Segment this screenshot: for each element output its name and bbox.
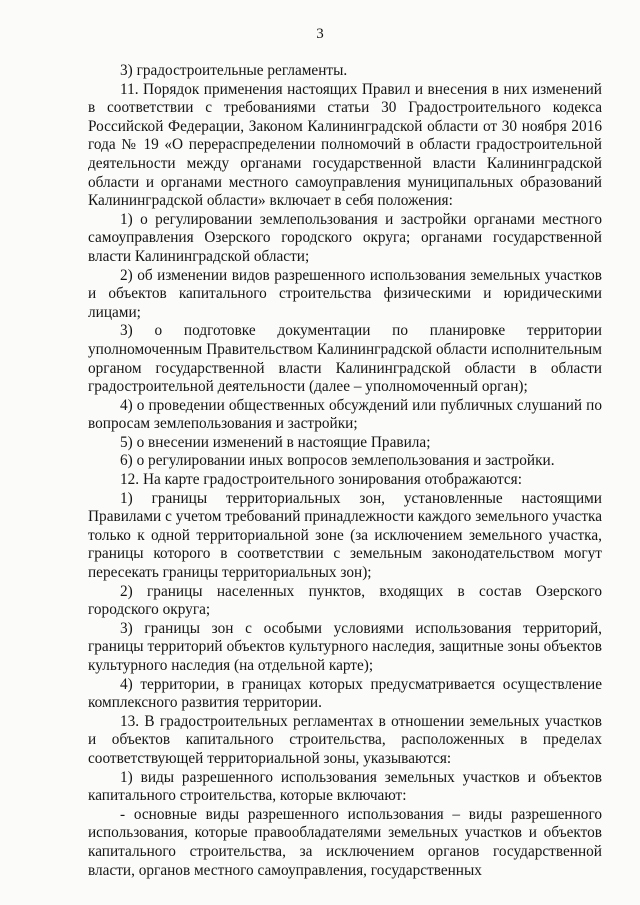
paragraph-14: 13. В градостроительных регламентах в отношении земельных участков и объектов капитального строительства, расположенных в пределах соответствующей территориальной зоны, указываются:	[88, 712, 602, 767]
paragraph-5: 3) о подготовке документации по планировке территории уполномоченным Правительством Калининградской области исполнительным органом государственной власти Калининградской области в области градостроительной деятельности (далее – уполномоченный орган);	[88, 322, 602, 396]
paragraph-9: 12. На карте градостроительного зонирования отображаются:	[120, 471, 522, 489]
paragraph-2: 11. Порядок применения настоящих Правил и внесения в них изменений в соответствии с требованиями статьи 30 Градостроительного кодекса Российской Федерации, Законом Калининградской области от 30 ноября 2016 года № 19 «О перераспределении полномочий в области градостроительной деятельности между органами государственной власти Калининградской области и органами местного самоуправления муниципальных образований Калининградской области» включает в себя положения:	[88, 80, 602, 210]
paragraph-13: 4) территории, в границах которых предусматривается осуществление комплексного развития территории.	[88, 675, 602, 712]
paragraph-10: 1) границы территориальных зон, установленные настоящими Правилами с учетом требований принадлежности каждого земельного участка только к одной территориальной зоне (за исключением земельного участка, границы которого в соответствии с земельным законодательством могут пересекать границы территориальных зон);	[88, 489, 602, 582]
paragraph-12: 3) границы зон с особыми условиями использования территорий, границы территорий объектов культурного наследия, защитные зоны объектов культурного наследия (на отдельной карте);	[88, 619, 602, 674]
paragraph-1: 3) градостроительные регламенты.	[120, 62, 348, 79]
document-body	[88, 62, 602, 880]
paragraph-7: 5) о внесении изменений в настоящие Правила;	[120, 433, 431, 451]
page-number: 3	[316, 26, 324, 42]
paragraph-3: 1) о регулировании землепользования и застройки органами местного самоуправления Озерского городского округа; органами государственной власти Калининградской области;	[88, 210, 602, 265]
paragraph-15: 1) виды разрешенного использования земельных участков и объектов капитального строительства, которые включают:	[88, 768, 602, 805]
paragraph-8: 6) о регулировании иных вопросов землепользования и застройки.	[120, 452, 555, 470]
paragraph-16: - основные виды разрешенного использования – виды разрешенного использования, которые правообладателями земельных участков и объектов капитального строительства, за исключением органов государственной власти, органов местного самоуправления, государственных	[88, 805, 602, 879]
paragraph-11: 2) границы населенных пунктов, входящих в состав Озерского городского округа;	[88, 582, 602, 619]
paragraph-4: 2) об изменении видов разрешенного использования земельных участков и объектов капитального строительства физическими и юридическими лицами;	[88, 266, 602, 321]
paragraph-6: 4) о проведении общественных обсуждений или публичных слушаний по вопросам землепользования и застройки;	[88, 396, 602, 433]
